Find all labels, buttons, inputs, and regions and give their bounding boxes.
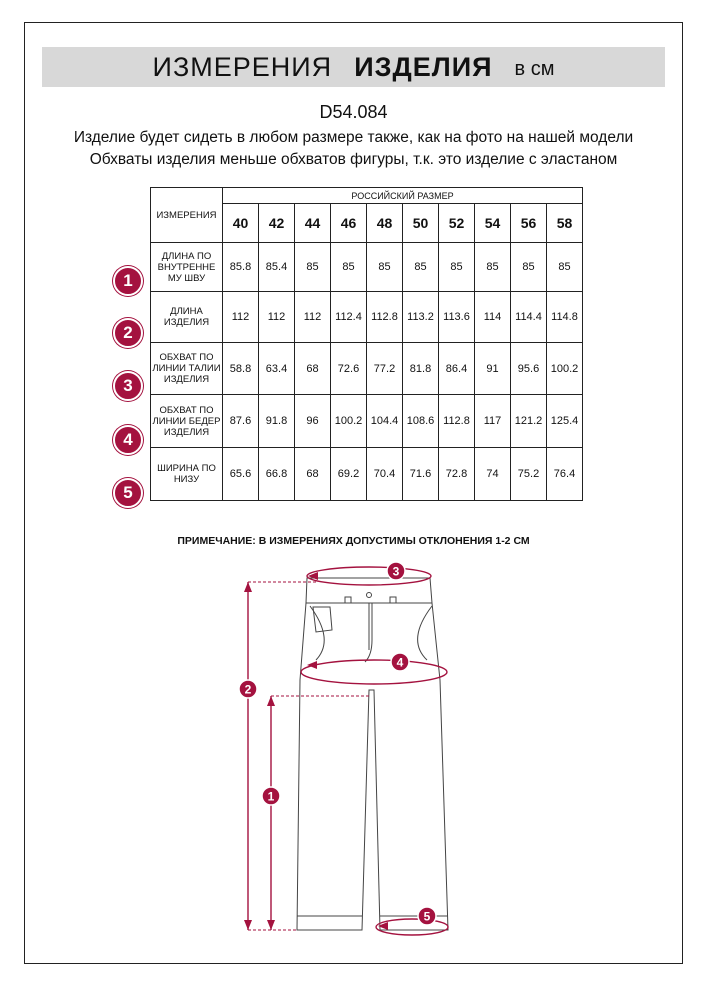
table-cell: 112 bbox=[259, 292, 295, 343]
table-cell: 85.4 bbox=[259, 243, 295, 292]
table-cell: 91 bbox=[475, 343, 511, 395]
table-cell: 100.2 bbox=[547, 343, 583, 395]
size-header: 52 bbox=[439, 204, 475, 243]
table-cell: 100.2 bbox=[331, 395, 367, 448]
marker-label: 5 bbox=[423, 909, 431, 924]
table-cell: 113.6 bbox=[439, 292, 475, 343]
table-cell: 81.8 bbox=[403, 343, 439, 395]
marker-label: 4 bbox=[396, 655, 404, 670]
table-cell: 125.4 bbox=[547, 395, 583, 448]
row-label: ДЛИНА ПО ВНУТРЕННЕ МУ ШВУ bbox=[151, 243, 223, 292]
row-badge: 1 bbox=[113, 266, 143, 296]
table-cell: 104.4 bbox=[367, 395, 403, 448]
table-cell: 108.6 bbox=[403, 395, 439, 448]
marker-label: 2 bbox=[244, 682, 252, 697]
table-cell: 112.4 bbox=[331, 292, 367, 343]
elastane-note: Обхваты изделия меньше обхватов фигуры, т.к. это изделие с эластаном bbox=[89, 151, 618, 168]
row-label: ОБХВАТ ПО ЛИНИИ БЕДЕР ИЗДЕЛИЯ bbox=[151, 395, 223, 448]
product-code: D54.084 bbox=[319, 102, 388, 122]
table-cell: 85 bbox=[295, 243, 331, 292]
arrow-heads bbox=[244, 572, 388, 930]
table-cell: 87.6 bbox=[223, 395, 259, 448]
marker-label: 3 bbox=[392, 564, 400, 579]
title-part-measurements: ИЗМЕРЕНИЯ bbox=[152, 51, 333, 82]
table-cell: 112 bbox=[295, 292, 331, 343]
table-cell: 85 bbox=[511, 243, 547, 292]
table-cell: 96 bbox=[295, 395, 331, 448]
size-header: 54 bbox=[475, 204, 511, 243]
table-cell: 68 bbox=[295, 343, 331, 395]
table-cell: 114.8 bbox=[547, 292, 583, 343]
table-cell: 121.2 bbox=[511, 395, 547, 448]
tolerance-note: ПРИМЕЧАНИЕ: В ИЗМЕРЕНИЯХ ДОПУСТИМЫ ОТКЛОНЕНИЯ 1-2 СМ bbox=[177, 535, 530, 547]
russian-size-label: РОССИЙСКИЙ РАЗМЕР bbox=[223, 188, 583, 204]
table-cell: 74 bbox=[475, 448, 511, 501]
table-cell: 70.4 bbox=[367, 448, 403, 501]
table-cell: 75.2 bbox=[511, 448, 547, 501]
size-header: 50 bbox=[403, 204, 439, 243]
table-cell: 85 bbox=[403, 243, 439, 292]
measurement-lines bbox=[248, 564, 448, 935]
row-label: ОБХВАТ ПО ЛИНИИ ТАЛИИ ИЗДЕЛИЯ bbox=[151, 343, 223, 395]
table-cell: 76.4 bbox=[547, 448, 583, 501]
table-cell: 77.2 bbox=[367, 343, 403, 395]
size-header: 58 bbox=[547, 204, 583, 243]
table-cell: 114 bbox=[475, 292, 511, 343]
corner-label: ИЗМЕРЕНИЯ bbox=[151, 188, 223, 243]
table-cell: 85.8 bbox=[223, 243, 259, 292]
table-cell: 72.6 bbox=[331, 343, 367, 395]
table-cell: 85 bbox=[547, 243, 583, 292]
table-cell: 71.6 bbox=[403, 448, 439, 501]
table-cell: 69.2 bbox=[331, 448, 367, 501]
diagram-marker-1 bbox=[262, 787, 280, 805]
table-cell: 72.8 bbox=[439, 448, 475, 501]
row-badge: 4 bbox=[113, 425, 143, 455]
table-cell: 66.8 bbox=[259, 448, 295, 501]
size-header: 40 bbox=[223, 204, 259, 243]
table-cell: 91.8 bbox=[259, 395, 295, 448]
size-header: 46 bbox=[331, 204, 367, 243]
row-badge: 5 bbox=[113, 478, 143, 508]
table-cell: 85 bbox=[439, 243, 475, 292]
table-cell: 68 bbox=[295, 448, 331, 501]
table-cell: 112 bbox=[223, 292, 259, 343]
table-cell: 112.8 bbox=[367, 292, 403, 343]
table-cell: 85 bbox=[475, 243, 511, 292]
table-cell: 65.6 bbox=[223, 448, 259, 501]
table-cell: 58.8 bbox=[223, 343, 259, 395]
diagram-marker-5 bbox=[418, 907, 436, 925]
diagram-marker-3 bbox=[387, 562, 405, 580]
row-badge: 2 bbox=[113, 318, 143, 348]
size-header: 56 bbox=[511, 204, 547, 243]
marker-label: 1 bbox=[267, 789, 275, 804]
size-header: 42 bbox=[259, 204, 295, 243]
table-cell: 86.4 bbox=[439, 343, 475, 395]
table-cell: 95.6 bbox=[511, 343, 547, 395]
table-cell: 85 bbox=[331, 243, 367, 292]
row-label: ШИРИНА ПО НИЗУ bbox=[151, 448, 223, 501]
size-header: 48 bbox=[367, 204, 403, 243]
table-cell: 85 bbox=[367, 243, 403, 292]
table-cell: 114.4 bbox=[511, 292, 547, 343]
pants-outline bbox=[297, 578, 448, 930]
title-part-product: ИЗДЕЛИЯ bbox=[354, 51, 493, 82]
fit-note: Изделие будет сидеть в любом размере также, как на фото на нашей модели bbox=[73, 129, 634, 146]
diagram-marker-2 bbox=[239, 680, 257, 698]
size-header: 44 bbox=[295, 204, 331, 243]
table-cell: 117 bbox=[475, 395, 511, 448]
row-badge: 3 bbox=[113, 371, 143, 401]
diagram-marker-4 bbox=[391, 653, 409, 671]
title-part-units: в см bbox=[514, 57, 555, 80]
table-cell: 63.4 bbox=[259, 343, 295, 395]
table-cell: 112.8 bbox=[439, 395, 475, 448]
table-cell: 113.2 bbox=[403, 292, 439, 343]
row-label: ДЛИНА ИЗДЕЛИЯ bbox=[151, 292, 223, 343]
